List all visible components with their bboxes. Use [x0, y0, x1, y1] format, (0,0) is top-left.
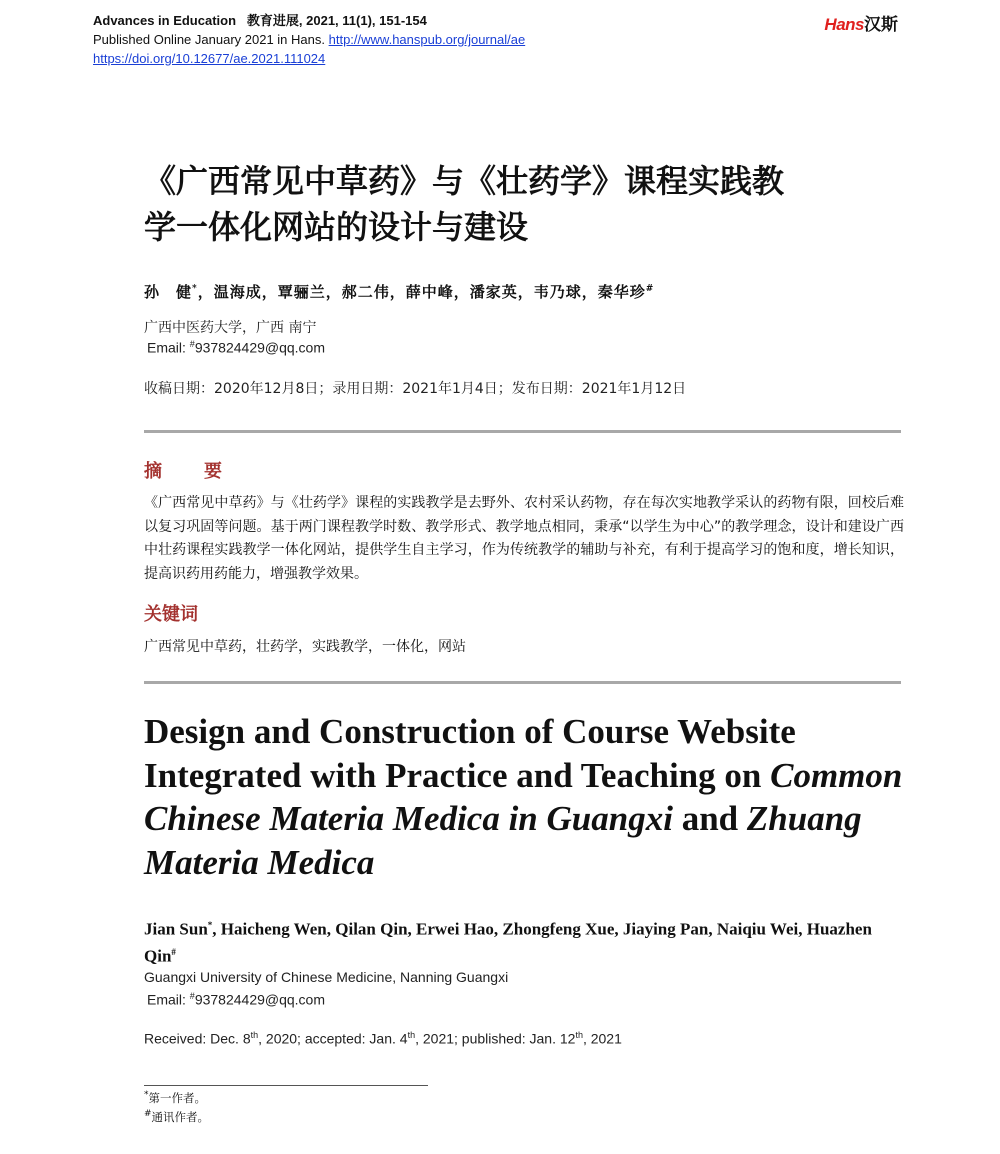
journal-citation: 教育进展, 2021, 11(1), 151-154 [246, 13, 427, 28]
chinese-authors: 孙 健*，温海成，覃骊兰，郝二伟，薛中峰，潘家英，韦乃球，秦华珍# [144, 283, 655, 301]
chinese-keywords: 广西常见中草药，壮药学，实践教学，一体化，网站 [144, 639, 466, 655]
footnote-rule [144, 1085, 428, 1086]
chinese-title: 《广西常见中草药》与《壮药学》课程实践教 学一体化网站的设计与建设 [144, 162, 785, 246]
published-note: Published Online January 2021 in Hans. [93, 32, 325, 47]
english-title: Design and Construction of Course Website Integrated with Practice and Teaching on Common Chinese Materia Medica in Guangxi and Zhuang Materia Medica [144, 712, 903, 882]
chinese-email: Email: #937824429@qq.com [147, 339, 326, 356]
abstract-heading: 摘 要 [144, 461, 234, 482]
footnote-corresponding: #通讯作者。 [144, 1108, 210, 1124]
chinese-dates: 收稿日期：2020年12月8日；录用日期：2021年1月4日；发布日期：2021年1月12日 [144, 381, 687, 397]
keywords-heading: 关键词 [144, 604, 198, 625]
journal-header [93, 11, 913, 68]
hans-logo: Hans汉斯 [824, 15, 898, 34]
divider [144, 430, 901, 433]
english-email: Email: #937824429@qq.com [147, 991, 326, 1008]
footnotes [144, 1087, 209, 1125]
english-authors: Jian Sun*, Haicheng Wen, Qilan Qin, Erwei Hao, Zhongfeng Xue, Jiaying Pan, Naiqiu Wei, Huazhen Qin# [144, 919, 872, 966]
english-affiliation: Guangxi University of Chinese Medicine, Nanning Guangxi [144, 969, 509, 985]
chinese-affiliation: 广西中医药大学，广西 南宁 [144, 320, 317, 336]
journal-link[interactable]: http://www.hanspub.org/journal/ae [328, 32, 526, 47]
chinese-abstract: 《广西常见中草药》与《壮药学》课程的实践教学是去野外、农村采认药物，存在每次实地教学采认的药物有限，回校后难以复习巩固等问题。基于两门课程教学时数、教学形式、教学地点相同，秉承“以学生为中心”的教学理念，设计和建设广西中壮药课程实践教学一体化网站，提供学生自主学习，作为传统教学的辅助与补充，有利于提高学习的饱和度，增长知识，提高识药用药能力，增强教学效果。 [144, 495, 904, 582]
footnote-first-author: *第一作者。 [144, 1090, 206, 1105]
english-dates: Received: Dec. 8th, 2020; accepted: Jan. 4th, 2021; published: Jan. 12th, 2021 [144, 1030, 622, 1047]
divider [144, 681, 901, 684]
doi-link[interactable]: https://doi.org/10.12677/ae.2021.111024 [93, 51, 326, 66]
journal-name: Advances in Education [93, 13, 237, 28]
